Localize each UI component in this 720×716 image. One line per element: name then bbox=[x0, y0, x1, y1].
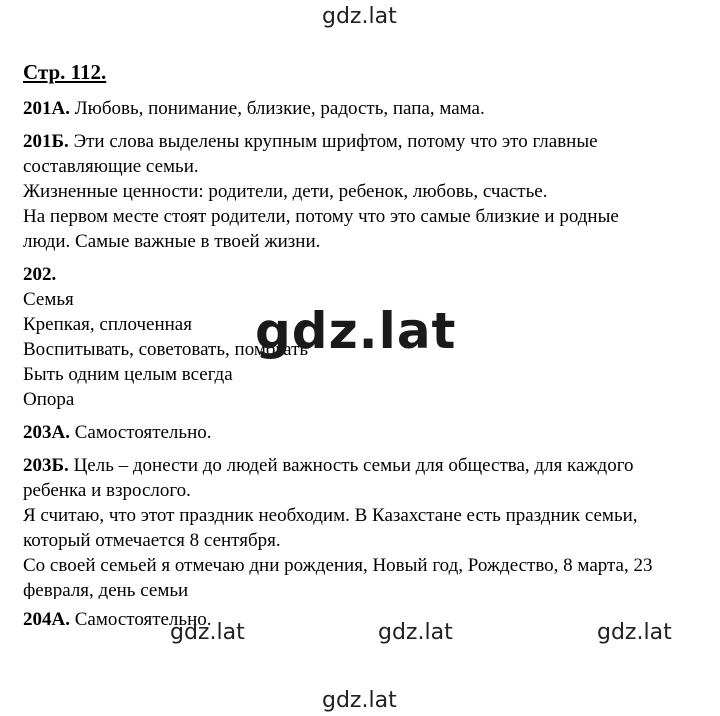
section-202-item: Семья bbox=[23, 289, 74, 310]
section-203b-line-4: который отмечается 8 сентября. bbox=[23, 530, 281, 551]
section-202-item: Быть одним целым всегда bbox=[23, 364, 233, 385]
section-201a-number: 201А. bbox=[23, 98, 70, 119]
section-201b bbox=[23, 129, 713, 254]
watermark-bottom: gdz.lat bbox=[322, 688, 397, 713]
section-203b-number: 203Б. bbox=[23, 455, 69, 476]
section-204a-text: Самостоятельно. bbox=[69, 609, 212, 630]
section-201b-line-3: Жизненные ценности: родители, дети, ребенок, любовь, счастье. bbox=[23, 181, 548, 202]
section-202-number: 202. bbox=[23, 264, 57, 285]
section-201b-line-5: люди. Самые важные в твоей жизни. bbox=[23, 231, 321, 252]
section-203b-line-2: ребенка и взрослого. bbox=[23, 480, 191, 501]
watermark-row-left: gdz.lat bbox=[170, 620, 245, 645]
section-203b bbox=[23, 453, 713, 599]
section-202-item: Опора bbox=[23, 389, 75, 410]
section-201a-text: Любовь, понимание, близкие, радость, папа, мама. bbox=[69, 98, 485, 119]
section-201b-line-2: составляющие семьи. bbox=[23, 156, 199, 177]
watermark-row-middle: gdz.lat bbox=[378, 620, 453, 645]
section-203b-line-6: февраля, день семьи bbox=[23, 580, 189, 599]
section-204a-number: 204А. bbox=[23, 609, 70, 630]
section-203a-text: Самостоятельно. bbox=[69, 422, 212, 443]
section-203b-text-1: Цель – донести до людей важность семьи для общества, для каждого bbox=[68, 455, 634, 476]
section-203b-line-5: Со своей семьей я отмечаю дни рождения, Новый год, Рождество, 8 марта, 23 bbox=[23, 555, 653, 576]
section-201a bbox=[23, 96, 713, 121]
page-title: Стр. 112. bbox=[23, 60, 107, 84]
section-203b-line-1 bbox=[23, 453, 713, 478]
section-203a bbox=[23, 420, 713, 445]
section-202-item: Воспитывать, советовать, помогать bbox=[23, 339, 309, 360]
section-202-item: Крепкая, сплоченная bbox=[23, 314, 192, 335]
section-203a-number: 203А. bbox=[23, 422, 70, 443]
watermark-row-right: gdz.lat bbox=[597, 620, 672, 645]
section-203b-line-3: Я считаю, что этот праздник необходим. В Казахстане есть праздник семьи, bbox=[23, 505, 638, 526]
section-201a-line bbox=[23, 96, 713, 121]
section-201b-text-1: Эти слова выделены крупным шрифтом, потому что это главные bbox=[68, 131, 598, 152]
section-201b-line-1 bbox=[23, 129, 713, 154]
section-203a-line bbox=[23, 420, 713, 445]
section-201b-number: 201Б. bbox=[23, 131, 69, 152]
watermark-top: gdz.lat bbox=[322, 4, 397, 29]
watermark-center: gdz.lat bbox=[255, 302, 457, 360]
section-201b-line-4: На первом месте стоят родители, потому что это самые близкие и родные bbox=[23, 206, 619, 227]
